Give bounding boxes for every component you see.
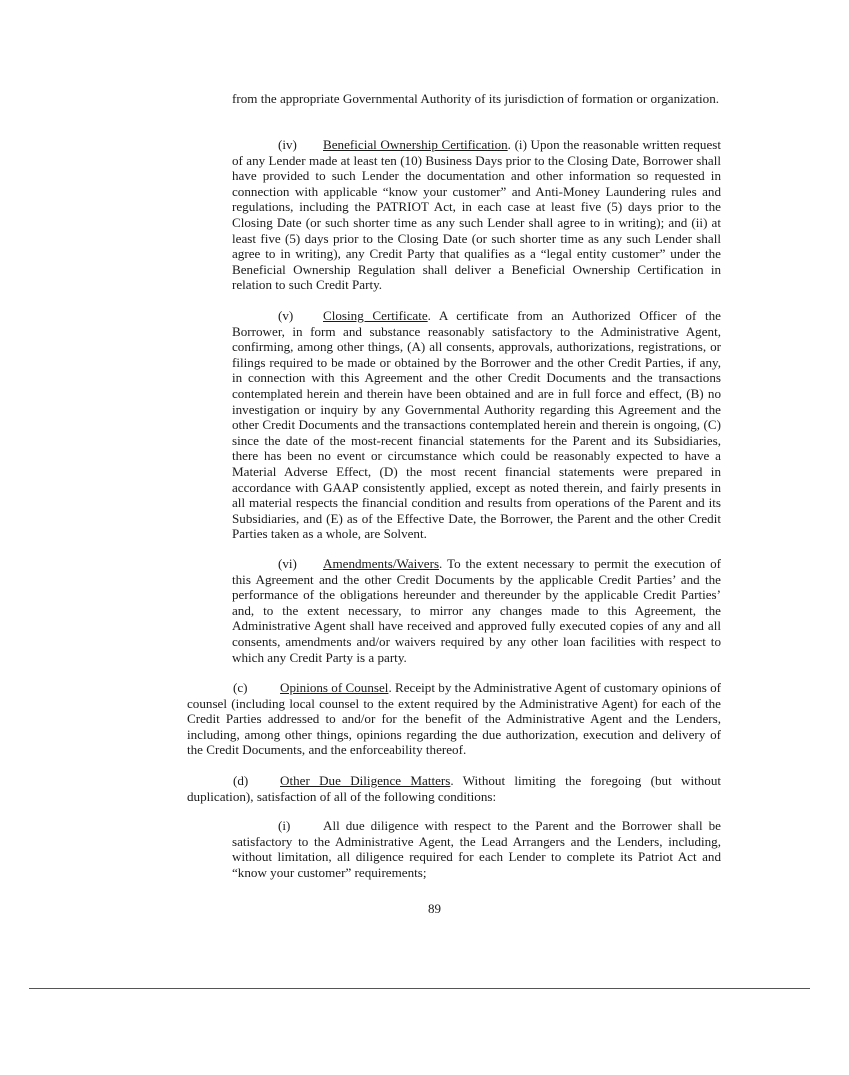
paragraph-c-opinions-of-counsel (187, 680, 721, 758)
page-number: 89 (428, 901, 441, 916)
paragraph-vi-heading: Amendments/Waivers (323, 556, 440, 571)
paragraph-c-number: (c) (233, 680, 248, 695)
paragraph-v-heading: Closing Certificate (323, 308, 428, 323)
paragraph-c-text: . Receipt by the Administrative Agent of customary opinions of counsel (including local counsel to the extent required by the Administrative Agent) for each of the Credit Parties addressed to and/or for the benefit of the Administrative Agent and the Lenders, including, among other things, opinions regarding the due authorization, execution and delivery of the Credit Documents, and the enforceability thereof. (187, 680, 721, 758)
paragraph-i-number: (i) (278, 818, 291, 833)
paragraph-vi-amendments-waivers (232, 556, 721, 665)
paragraph-i-text: All due diligence with respect to the Parent and the Borrower shall be satisfactory to the Administrative Agent, the Lead Arrangers and the Lenders, including, without limitation, all diligence required for each Lender to complete its Patriot Act and “know your customer” requirements; (232, 818, 721, 880)
paragraph-d-number: (d) (233, 773, 249, 788)
paragraph-iv-text: . (i) Upon the reasonable written request of any Lender made at least ten (10) Business Days prior to the Closing Date, Borrower shall have provided to such Lender the documentation and other information so requested in connection with applicable “know your customer” and Anti-Money Laundering rules and regulations, including the PATRIOT Act, in each case at least five (5) days prior to the Closing Date (or such shorter time as any such Lender shall agree to in writing); and (ii) at least five (5) days prior to the Closing Date (or such shorter time as any such Lender shall agree to in writing), any Credit Party that qualifies as a “legal entity customer” under the Beneficial Ownership Regulation shall deliver a Beneficial Ownership Certification in relation to such Credit Party. (232, 137, 721, 293)
paragraph-iv-heading: Beneficial Ownership Certification (323, 137, 508, 152)
paragraph-intro-text: from the appropriate Governmental Authority of its jurisdiction of formation or organization. (232, 91, 720, 106)
page-bottom-divider (29, 988, 810, 989)
paragraph-v-text: . A certificate from an Authorized Officer of the Borrower, in form and substance reasonably satisfactory to the Administrative Agent, confirming, among other things, (A) all consents, approvals, authorizations, registrations, or filings required to be made or obtained by the Borrower and the other Credit Parties, if any, in connection with this Agreement and the other Credit Documents and the transactions contemplated herein and therein have been obtained and are in full force and effect, (B) no investigation or inquiry by any Governmental Authority regarding this Agreement and the other Credit Documents and the transactions contemplated herein and therein is ongoing, (C) since the date of the most-recent financial statements for the Parent and its Subsidiaries, there has been no event or circumstance which could be reasonably expected to have a Material Adverse Effect, (D) the most recent financial statements were prepared in accordance with GAAP consistently applied, except as noted therein, and fairly presents in all material respects the financial condition and results from operations of the Parent and its Subsidiaries, and (E) as of the Effective Date, the Borrower, the Parent and the other Credit Parties taken as a whole, are Solvent. (232, 308, 721, 542)
paragraph-d-other-due-diligence (187, 773, 721, 804)
paragraph-iv-number: (iv) (278, 137, 297, 152)
paragraph-d-heading: Other Due Diligence Matters (280, 773, 451, 788)
paragraph-v-closing-certificate (232, 308, 721, 542)
paragraph-c-heading: Opinions of Counsel (280, 680, 389, 695)
paragraph-vi-text: . To the extent necessary to permit the execution of this Agreement and the other Credit Documents by the applicable Credit Parties’ and the performance of the obligations hereunder and thereunder by the applicable Credit Parties’ and, to the extent necessary, to mirror any changes made to this Agreement, the Administrative Agent shall have received and approved fully executed copies of any and all consents, amendments and/or waivers required by any other loan facilities with respect to which any Credit Party is a party. (232, 556, 721, 665)
paragraph-iv-beneficial-ownership (232, 137, 721, 293)
paragraph-intro (232, 91, 721, 107)
paragraph-v-number: (v) (278, 308, 294, 323)
paragraph-d-text: . Without limiting the foregoing (but without duplication), satisfaction of all of the following conditions: (187, 773, 721, 804)
paragraph-vi-number: (vi) (278, 556, 297, 571)
paragraph-i-due-diligence (232, 818, 721, 880)
